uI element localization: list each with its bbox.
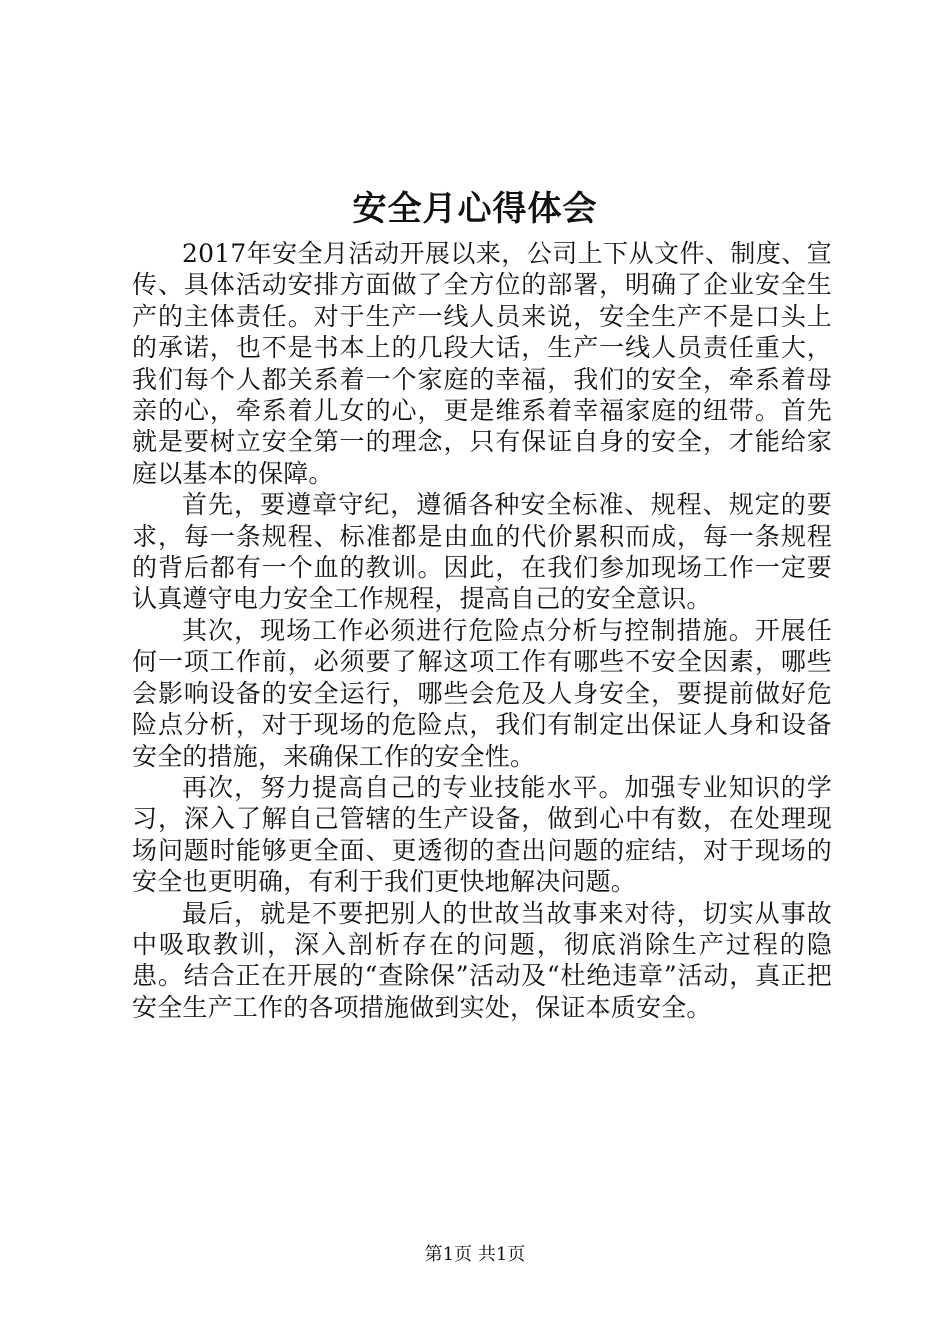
paragraph-2: 首先，要遵章守纪，遵循各种安全标准、规程、规定的要求，每一条规程、标准都是由血的代价累积而成，每一条规程的背后都有一个血的教训。因此，在我们参加现场工作一定要认真遵守电力安全工作规程，提高自己的安全意识。 (132, 490, 832, 614)
page-number-footer: 第1页 共1页 (424, 1244, 526, 1265)
paragraph-1: 2017年安全月活动开展以来，公司上下从文件、制度、宣传、具体活动安排方面做了全方位的部署，明确了企业安全生产的主体责任。对于生产一线人员来说，安全生产不是口头上的承诺，也不是书本上的几段大话，生产一线人员责任重大，我们每个人都关系着一个家庭的幸福，我们的安全，牵系着母亲的心，牵系着儿女的心，更是维系着幸福家庭的纽带。首先就是要树立安全第一的理念，只有保证自身的安全，才能给家庭以基本的保障。 (132, 239, 832, 488)
document-body (132, 238, 832, 1023)
paragraph-5: 最后，就是不要把别人的世故当故事来对待，切实从事故中吸取教训，深入剖析存在的问题，彻底消除生产过程的隐患。结合正在开展的“查除保”活动及“杜绝违章”活动，真正把安全生产工作的各项措施做到实处，保证本质安全。 (132, 898, 832, 1022)
paragraph-3: 其次，现场工作必须进行危险点分析与控制措施。开展任何一项工作前，必须要了解这项工作有哪些不安全因素，哪些会影响设备的安全运行，哪些会危及人身安全，要提前做好危险点分析，对于现场的危险点，我们有制定出保证人身和设备安全的措施，来确保工作的安全性。 (132, 615, 832, 771)
document-title: 安全月心得体会 (352, 189, 598, 229)
paragraph-4: 再次，努力提高自己的专业技能水平。加强专业知识的学习，深入了解自己管辖的生产设备，做到心中有数，在处理现场问题时能够更全面、更透彻的查出问题的症结，对于现场的安全也更明确，有利于我们更快地解决问题。 (132, 772, 832, 897)
